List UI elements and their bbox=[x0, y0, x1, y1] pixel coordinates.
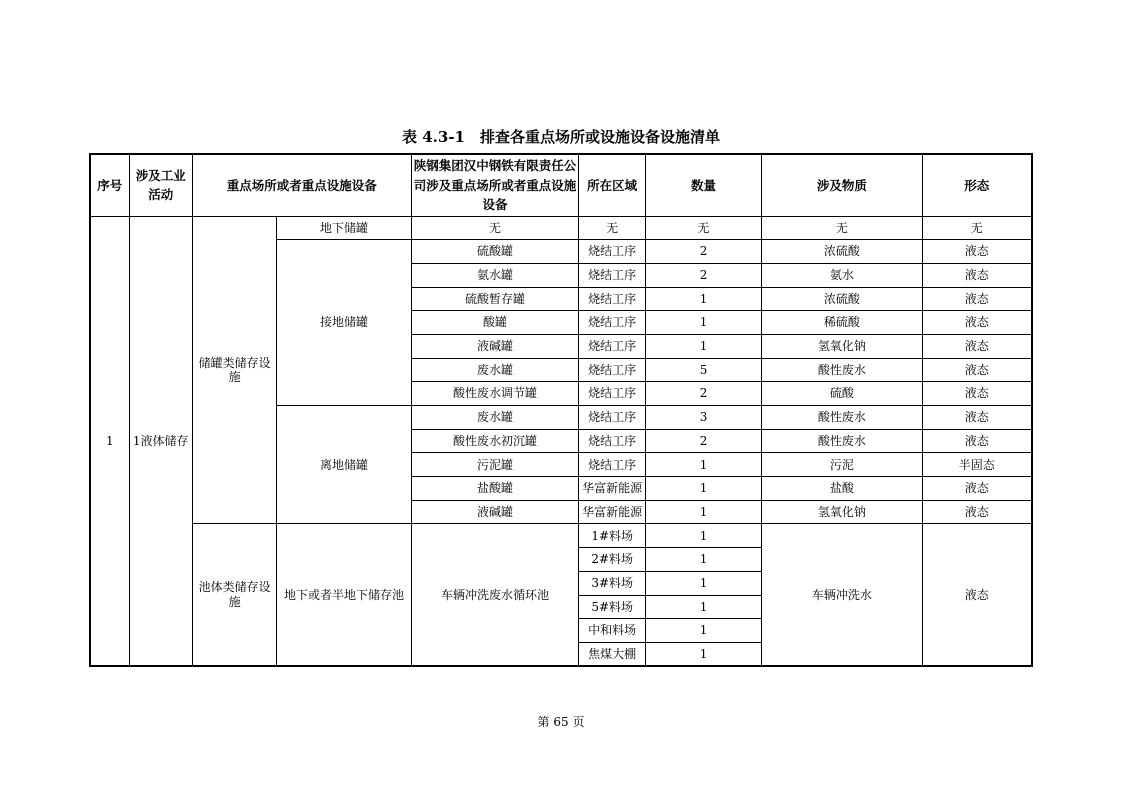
qty-cell: 1 bbox=[645, 524, 761, 548]
substance-cell: 硫酸 bbox=[762, 382, 923, 406]
ground-tank-cell: 接地储罐 bbox=[277, 240, 411, 406]
qty-cell: 1 bbox=[645, 453, 761, 477]
seq-cell: 1 bbox=[90, 216, 129, 666]
form-cell: 无 bbox=[922, 216, 1032, 240]
underground-tank-cell: 地下储罐 bbox=[277, 216, 411, 240]
area-cell: 烧结工序 bbox=[579, 406, 646, 430]
pool-class-cell: 池体类储存设施 bbox=[192, 524, 276, 666]
area-cell: 烧结工序 bbox=[579, 287, 646, 311]
table-row bbox=[90, 216, 1032, 240]
qty-cell: 1 bbox=[645, 595, 761, 619]
qty-cell: 1 bbox=[645, 619, 761, 643]
substance-cell: 无 bbox=[762, 216, 923, 240]
area-cell: 烧结工序 bbox=[579, 382, 646, 406]
page-number: 第 65 页 bbox=[537, 715, 585, 729]
area-cell: 5#料场 bbox=[579, 595, 646, 619]
pool-substance-cell: 车辆冲洗水 bbox=[762, 524, 923, 666]
qty-cell: 1 bbox=[645, 311, 761, 335]
substance-cell: 浓硫酸 bbox=[762, 240, 923, 264]
facility-name-cell: 废水罐 bbox=[411, 406, 579, 430]
facility-name-cell: 盐酸罐 bbox=[411, 477, 579, 501]
qty-cell: 1 bbox=[645, 287, 761, 311]
qty-cell: 1 bbox=[645, 477, 761, 501]
qty-cell: 2 bbox=[645, 429, 761, 453]
qty-cell: 1 bbox=[645, 334, 761, 358]
tank-class-cell: 储罐类储存设施 bbox=[192, 216, 276, 524]
form-cell: 液态 bbox=[922, 358, 1032, 382]
qty-cell: 1 bbox=[645, 500, 761, 524]
substance-cell: 浓硫酸 bbox=[762, 287, 923, 311]
header-qty: 数量 bbox=[645, 154, 761, 216]
area-cell: 3#料场 bbox=[579, 571, 646, 595]
qty-cell: 2 bbox=[645, 263, 761, 287]
qty-cell: 1 bbox=[645, 571, 761, 595]
form-cell: 液态 bbox=[922, 311, 1032, 335]
qty-cell: 2 bbox=[645, 382, 761, 406]
qty-cell: 3 bbox=[645, 406, 761, 430]
form-cell: 液态 bbox=[922, 500, 1032, 524]
area-cell: 焦煤大棚 bbox=[579, 642, 646, 666]
facility-name-cell: 液碱罐 bbox=[411, 500, 579, 524]
raised-tank-cell: 离地储罐 bbox=[277, 406, 411, 524]
header-company: 陕钢集团汉中钢铁有限责任公司涉及重点场所或者重点设施设备 bbox=[411, 154, 579, 216]
area-cell: 烧结工序 bbox=[579, 429, 646, 453]
area-cell: 烧结工序 bbox=[579, 311, 646, 335]
form-cell: 液态 bbox=[922, 477, 1032, 501]
substance-cell: 酸性废水 bbox=[762, 429, 923, 453]
pool-name-cell: 车辆冲洗废水循环池 bbox=[411, 524, 579, 666]
area-cell: 烧结工序 bbox=[579, 334, 646, 358]
table-row bbox=[90, 524, 1032, 548]
table-title: 表 4.3-1 排查各重点场所或设施设备设施清单 bbox=[402, 128, 720, 146]
area-cell: 烧结工序 bbox=[579, 453, 646, 477]
area-cell: 烧结工序 bbox=[579, 240, 646, 264]
form-cell: 液态 bbox=[922, 429, 1032, 453]
substance-cell: 氢氧化钠 bbox=[762, 334, 923, 358]
qty-cell: 2 bbox=[645, 240, 761, 264]
form-cell: 液态 bbox=[922, 406, 1032, 430]
substance-cell: 稀硫酸 bbox=[762, 311, 923, 335]
area-cell: 华富新能源 bbox=[579, 477, 646, 501]
form-cell: 液态 bbox=[922, 382, 1032, 406]
pool-form-cell: 液态 bbox=[922, 524, 1032, 666]
substance-cell: 氢氧化钠 bbox=[762, 500, 923, 524]
facility-table bbox=[89, 153, 1033, 667]
substance-cell: 酸性废水 bbox=[762, 358, 923, 382]
area-cell: 烧结工序 bbox=[579, 263, 646, 287]
area-cell: 烧结工序 bbox=[579, 358, 646, 382]
facility-name-cell: 液碱罐 bbox=[411, 334, 579, 358]
pool-type-cell: 地下或者半地下储存池 bbox=[277, 524, 411, 666]
qty-cell: 无 bbox=[645, 216, 761, 240]
form-cell: 液态 bbox=[922, 240, 1032, 264]
substance-cell: 酸性废水 bbox=[762, 406, 923, 430]
area-cell: 华富新能源 bbox=[579, 500, 646, 524]
header-form: 形态 bbox=[922, 154, 1032, 216]
facility-name-cell: 酸性废水调节罐 bbox=[411, 382, 579, 406]
header-facility: 重点场所或者重点设施设备 bbox=[192, 154, 411, 216]
qty-cell: 1 bbox=[645, 548, 761, 572]
qty-cell: 5 bbox=[645, 358, 761, 382]
facility-name-cell: 酸性废水初沉罐 bbox=[411, 429, 579, 453]
header-activity: 涉及工业活动 bbox=[129, 154, 192, 216]
substance-cell: 氨水 bbox=[762, 263, 923, 287]
facility-name-cell: 无 bbox=[411, 216, 579, 240]
form-cell: 液态 bbox=[922, 287, 1032, 311]
area-cell: 1#料场 bbox=[579, 524, 646, 548]
header-row bbox=[90, 154, 1032, 216]
facility-name-cell: 氨水罐 bbox=[411, 263, 579, 287]
area-cell: 2#料场 bbox=[579, 548, 646, 572]
substance-cell: 污泥 bbox=[762, 453, 923, 477]
form-cell: 液态 bbox=[922, 334, 1032, 358]
form-cell: 半固态 bbox=[922, 453, 1032, 477]
substance-cell: 盐酸 bbox=[762, 477, 923, 501]
activity-cell: 1液体储存 bbox=[129, 216, 192, 666]
form-cell: 液态 bbox=[922, 263, 1032, 287]
area-cell: 无 bbox=[579, 216, 646, 240]
header-substance: 涉及物质 bbox=[762, 154, 923, 216]
qty-cell: 1 bbox=[645, 642, 761, 666]
facility-name-cell: 污泥罐 bbox=[411, 453, 579, 477]
area-cell: 中和料场 bbox=[579, 619, 646, 643]
facility-name-cell: 酸罐 bbox=[411, 311, 579, 335]
header-seq: 序号 bbox=[90, 154, 129, 216]
header-area: 所在区域 bbox=[579, 154, 646, 216]
facility-name-cell: 硫酸罐 bbox=[411, 240, 579, 264]
facility-name-cell: 废水罐 bbox=[411, 358, 579, 382]
facility-name-cell: 硫酸暂存罐 bbox=[411, 287, 579, 311]
